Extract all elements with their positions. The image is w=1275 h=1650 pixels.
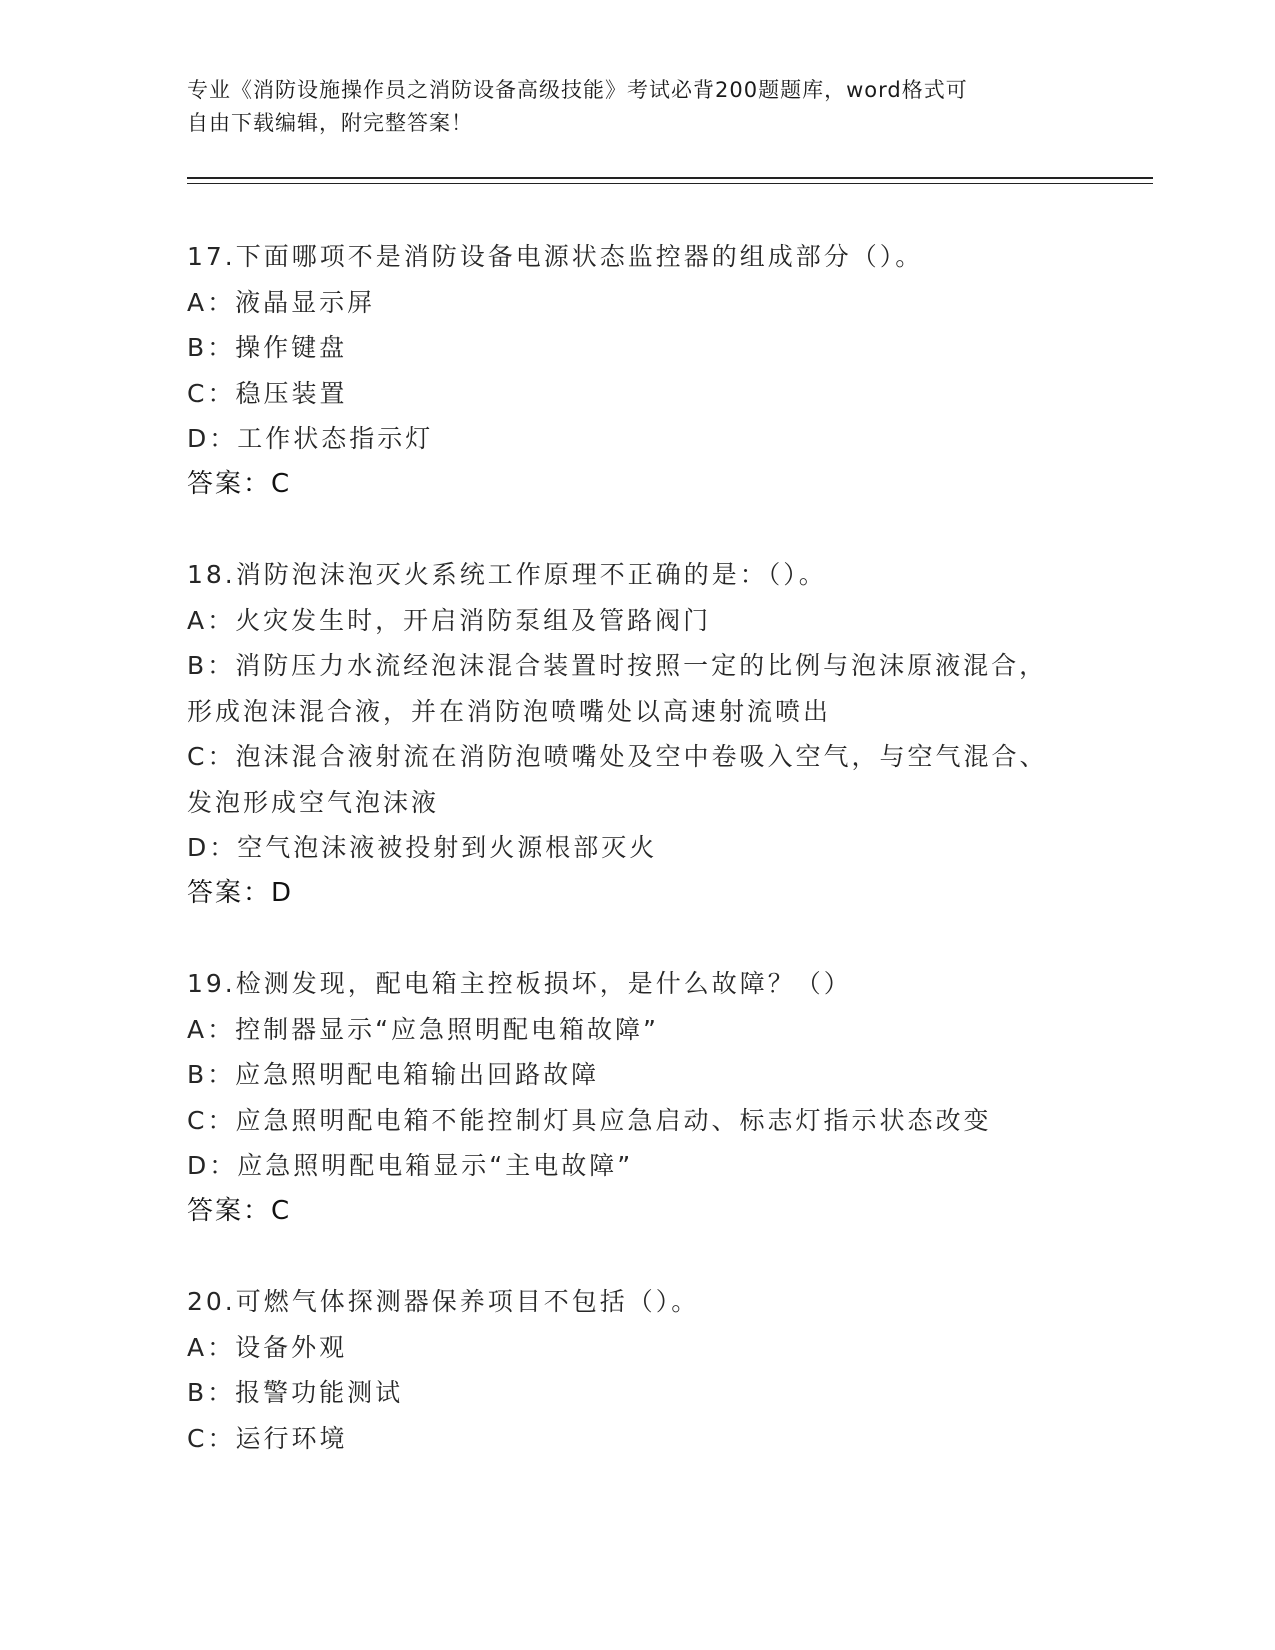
option-c-line-1: C：泡沫混合液射流在消防泡喷嘴处及空中卷吸入空气，与空气混合、	[187, 742, 1048, 771]
question-list	[187, 234, 1097, 1506]
question-stem: 18.消防泡沫泡灭火系统工作原理不正确的是：（）。	[187, 560, 827, 589]
option-b: B：报警功能测试	[187, 1378, 404, 1407]
answer-line: 答案：D	[187, 877, 294, 908]
header-line-2: 自由下载编辑，附完整答案！	[187, 111, 473, 135]
option-b: B：操作键盘	[187, 333, 348, 362]
option-c: C：应急照明配电箱不能控制灯具应急启动、标志灯指示状态改变	[187, 1105, 992, 1135]
question-20	[187, 1279, 1097, 1461]
option-c: C：运行环境	[187, 1423, 348, 1453]
option-d: D：空气泡沫液被投射到火源根部灭火	[187, 833, 658, 862]
answer-line: 答案：C	[187, 1195, 292, 1226]
header-divider-thin	[187, 183, 1153, 184]
option-a: A：火灾发生时，开启消防泵组及管路阀门	[187, 605, 712, 635]
option-b: B：应急照明配电箱输出回路故障	[187, 1060, 600, 1089]
question-17	[187, 234, 1097, 507]
option-b-line-1: B：消防压力水流经泡沫混合装置时按照一定的比例与泡沫原液混合，	[187, 651, 1048, 680]
header-divider-thick	[187, 177, 1153, 179]
answer-line: 答案：C	[187, 468, 292, 499]
question-stem: 17.下面哪项不是消防设备电源状态监控器的组成部分（）。	[187, 242, 924, 271]
option-a: A：设备外观	[187, 1332, 348, 1362]
question-19	[187, 961, 1097, 1234]
option-c-line-2: 发泡形成空气泡沫液	[187, 787, 440, 817]
option-c: C：稳压装置	[187, 378, 348, 408]
option-d: D：工作状态指示灯	[187, 424, 434, 453]
question-stem: 20.可燃气体探测器保养项目不包括（）。	[187, 1287, 700, 1316]
question-stem: 19.检测发现，配电箱主控板损坏，是什么故障？（）	[187, 969, 852, 998]
question-18	[187, 552, 1097, 916]
option-a: A：控制器显示“应急照明配电箱故障”	[187, 1014, 660, 1044]
option-d: D：应急照明配电箱显示“主电故障”	[187, 1151, 634, 1180]
option-b-line-2: 形成泡沫混合液，并在消防泡喷嘴处以高速射流喷出	[187, 696, 832, 726]
document-header	[187, 74, 1087, 140]
option-a: A：液晶显示屏	[187, 287, 376, 317]
header-line-1: 专业《消防设施操作员之消防设备高级技能》考试必背200题题库，word格式可	[187, 78, 968, 102]
